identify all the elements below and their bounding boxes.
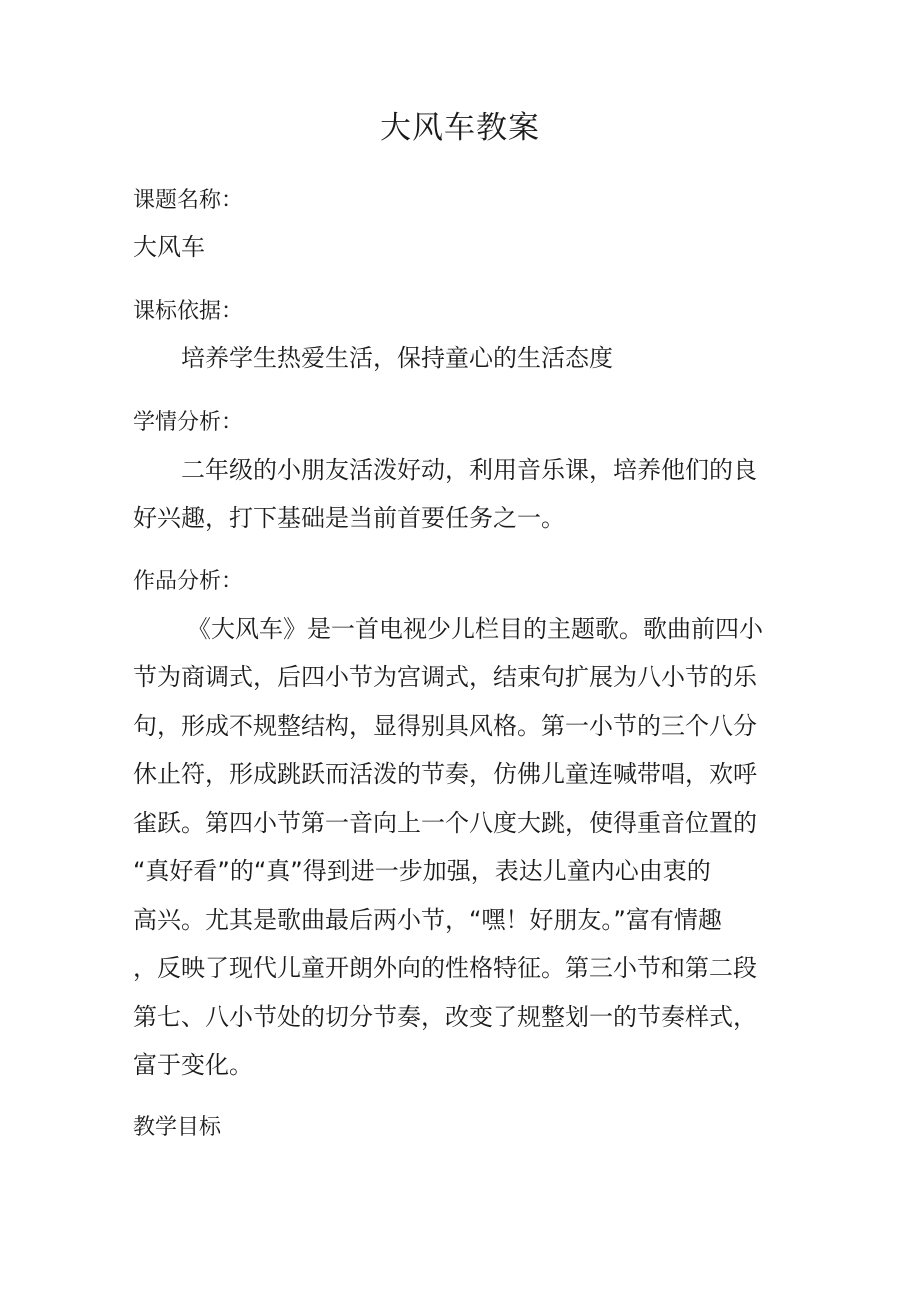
work-analysis-line: 富于变化。: [133, 1051, 253, 1079]
topic-value: 大风车: [133, 233, 205, 261]
teaching-goal-label: 教学目标: [133, 1115, 222, 1140]
page-title: 大风车教案: [380, 110, 540, 146]
student-analysis-line: 二年级的小朋友活泼好动，利用音乐课，培养他们的良: [181, 456, 757, 484]
work-analysis-line: 第七、八小节处的切分节奏，改变了规整划一的节奏样式，: [133, 1003, 757, 1031]
standard-value: 培养学生热爱生活，保持童心的生活态度: [181, 344, 613, 372]
student-analysis-label: 学情分析：: [133, 410, 244, 435]
work-analysis-line: “真好看”的“真”得到进一步加强，表达儿童内心由衷的: [133, 857, 711, 885]
work-analysis-line: ，反映了现代儿童开朗外向的性格特征。第三小节和第二段: [133, 954, 757, 982]
standard-label: 课标依据：: [133, 299, 244, 324]
work-analysis-line: 《大风车》是一首电视少儿栏目的主题歌。歌曲前四小: [187, 615, 763, 643]
work-analysis-line: 高兴。尤其是歌曲最后两小节，“嘿！好朋友。”富有情趣: [133, 906, 722, 934]
work-analysis-label: 作品分析：: [133, 569, 244, 594]
topic-label: 课题名称：: [133, 188, 244, 213]
work-analysis-line: 休止符，形成跳跃而活泼的节奏，仿佛儿童连喊带唱，欢呼: [133, 760, 757, 788]
work-analysis-line: 句，形成不规整结构，显得别具风格。第一小节的三个八分: [133, 712, 757, 740]
work-analysis-line: 节为商调式，后四小节为宫调式，结束句扩展为八小节的乐: [133, 663, 757, 691]
student-analysis-line: 好兴趣，打下基础是当前首要任务之一。: [133, 504, 565, 532]
work-analysis-line: 雀跃。第四小节第一音向上一个八度大跳，使得重音位置的: [133, 809, 757, 837]
